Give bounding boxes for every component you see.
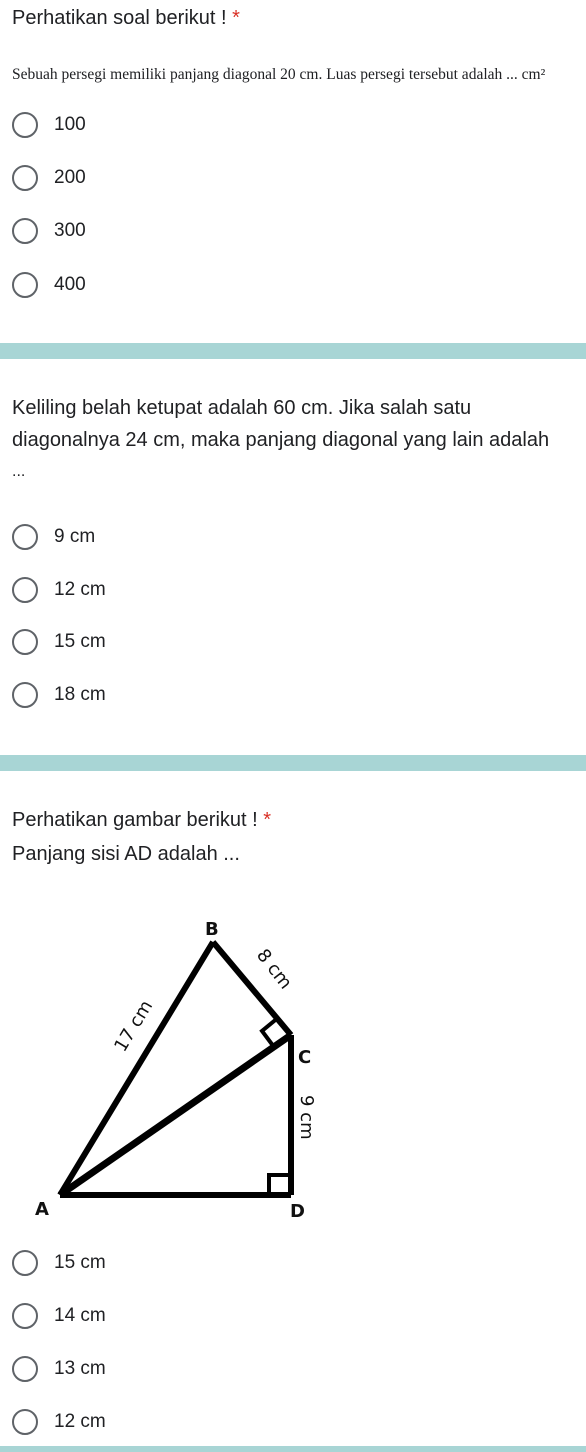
radio-button[interactable] [12,577,38,603]
section-divider [0,1446,586,1452]
radio-button[interactable] [12,629,38,655]
radio-button[interactable] [12,165,38,191]
option-label: 100 [54,114,86,135]
radio-button[interactable] [12,1409,38,1435]
side-ac [60,1035,291,1195]
option-label: 15 cm [54,1252,106,1273]
radio-button[interactable] [12,112,38,138]
option-label: 13 cm [54,1358,106,1379]
radio-button[interactable] [12,524,38,550]
option-label: 12 cm [54,579,106,600]
question-3-subtitle: Panjang sisi AD adalah ... [12,843,240,865]
option-q2-3[interactable] [12,628,106,656]
option-label: 14 cm [54,1305,106,1326]
triangle-figure [20,905,330,1225]
required-marker: * [263,809,272,831]
radio-button[interactable] [12,1303,38,1329]
label-d: D [290,1201,305,1222]
question-1-description: Sebuah persegi memiliki panjang diagonal 20 cm. Luas persegi tersebut adalah ... cm² [12,66,546,83]
label-b: B [205,919,219,940]
question-2-line-1: Keliling belah ketupat adalah 60 cm. Jika salah satu [12,397,472,419]
question-1-title-text: Perhatikan soal berikut ! [12,7,227,29]
option-q3-4[interactable] [12,1408,106,1436]
label-a: A [35,1199,49,1220]
option-label: 15 cm [54,631,106,652]
side-ab [60,942,213,1195]
label-side-bc: 8 cm [252,945,297,994]
option-label: 18 cm [54,684,106,705]
option-q2-4[interactable] [12,681,106,709]
option-q1-1[interactable] [12,111,86,139]
option-q3-2[interactable] [12,1302,106,1330]
question-1-title [12,2,240,34]
question-3-title [12,804,271,836]
option-q1-4[interactable] [12,271,86,299]
label-side-cd: 9 cm [296,1095,317,1140]
option-q3-1[interactable] [12,1249,106,1277]
option-q2-1[interactable] [12,523,95,551]
option-label: 200 [54,167,86,188]
label-c: C [298,1047,312,1068]
question-2-line-3: ... [12,463,26,480]
radio-button[interactable] [12,1356,38,1382]
radio-button[interactable] [12,218,38,244]
option-q1-2[interactable] [12,164,86,192]
option-q3-3[interactable] [12,1355,106,1383]
option-q1-3[interactable] [12,217,86,245]
option-label: 12 cm [54,1411,106,1432]
section-divider [0,343,586,359]
radio-button[interactable] [12,272,38,298]
label-side-ab: 17 cm [110,996,158,1056]
question-2-line-2: diagonalnya 24 cm, maka panjang diagonal yang lain adalah [12,429,550,451]
option-label: 9 cm [54,526,96,547]
radio-button[interactable] [12,682,38,708]
option-label: 400 [54,274,86,295]
option-q2-2[interactable] [12,576,106,604]
option-label: 300 [54,220,86,241]
section-divider [0,755,586,771]
question-3-title-text: Perhatikan gambar berikut ! [12,809,258,831]
required-marker: * [232,7,240,29]
radio-button[interactable] [12,1250,38,1276]
